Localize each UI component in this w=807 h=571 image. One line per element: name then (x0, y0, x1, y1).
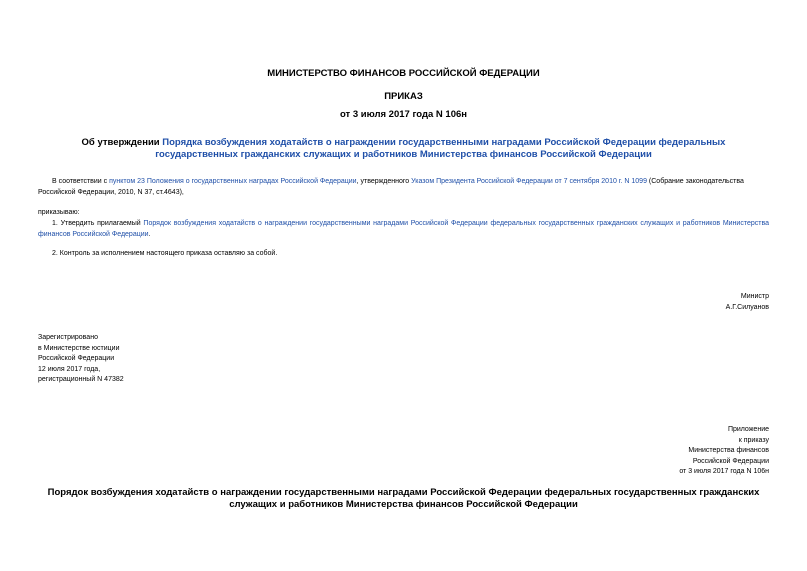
document-title (50, 137, 757, 161)
ministry-heading: МИНИСТЕРСТВО ФИНАНСОВ РОССИЙСКОЙ ФЕДЕРАЦИИ (267, 68, 540, 79)
preamble-text-3: (Собрание законодательства Российской Федерации, 2010, N 37, ст.4643), (38, 178, 744, 196)
appendix-line: от 3 июля 2017 года N 106н (679, 468, 769, 475)
signature-position: Министр (740, 293, 769, 300)
document-title-prefix: Об утверждении (81, 137, 163, 148)
appendix-line: Приложение (727, 426, 769, 433)
item-1-text: 1. Утвердить прилагаемый (52, 220, 144, 227)
appendix-title: Порядок возбуждения ходатайств о награждении государственными наградами Российской Федерации федеральных государственных гражданских служащих и работников Министерства финансов Российской Федерации (47, 487, 760, 510)
date-number-heading: от 3 июля 2017 года N 106н (339, 109, 468, 120)
preamble-link-regulation[interactable]: пунктом 23 Положения о государственных наградах Российской Федерации (109, 178, 357, 185)
preamble-paragraph (38, 177, 769, 198)
registration-line: в Министерстве юстиции (38, 344, 120, 352)
orders-word: приказываю: (38, 209, 80, 216)
registration-line: Российской Федерации (38, 355, 115, 362)
registration-block (38, 333, 124, 386)
registration-line: Зарегистрировано (38, 334, 98, 341)
appendix-line: Российской Федерации (692, 457, 769, 465)
preamble-link-decree[interactable]: Указом Президента Российской Федерации от 7 сентября 2010 г. N 1099 (411, 178, 647, 185)
item-1-paragraph (38, 219, 769, 240)
appendix-block (600, 425, 769, 478)
registration-line: 12 июля 2017 года, (38, 365, 101, 373)
doc-type-heading: ПРИКАЗ (384, 91, 423, 102)
signature-name: А.Г.Силуанов (725, 303, 769, 311)
preamble-text-1: В соответствии с (52, 178, 110, 185)
item-1-end: . (148, 230, 151, 238)
item-1-link[interactable]: Порядок возбуждения ходатайств о награждении государственными наградами Российской Федерации федеральных государственных гражданских служащих и работников Министерства финансов Российской Федерации (38, 220, 769, 238)
appendix-line: Министерства финансов (688, 447, 769, 454)
document-title-link[interactable]: Порядка возбуждения ходатайств о награждении государственными наградами Российской Федерации федеральных государственных гражданских служащих и работников Министерства финансов Российской Федерации (155, 137, 726, 160)
appendix-line: к приказу (738, 436, 769, 444)
preamble-text-2: , утвержденного (356, 178, 412, 185)
signature-block (600, 292, 769, 313)
item-2-paragraph: 2. Контроль за исполнением настоящего приказа оставляю за собой. (52, 250, 278, 257)
registration-line: регистрационный N 47382 (38, 376, 124, 383)
